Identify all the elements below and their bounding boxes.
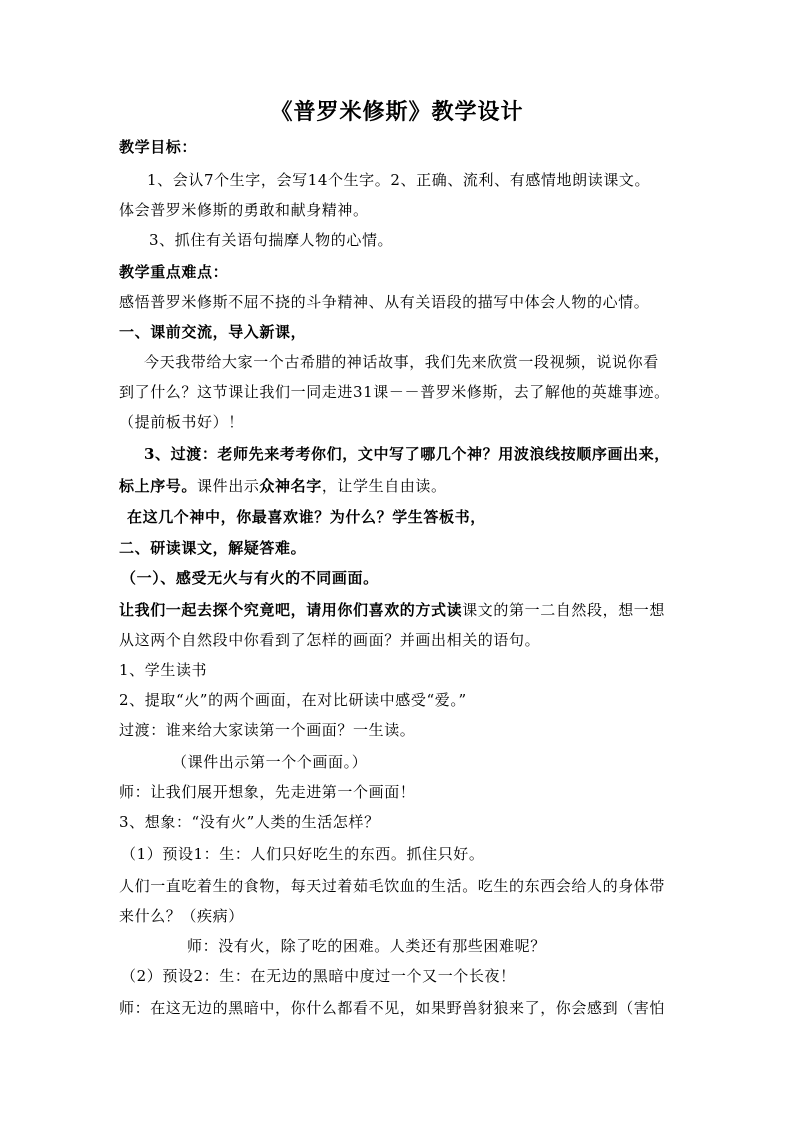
paragraph-line: 来什么？（疾病）	[119, 907, 244, 925]
paragraph-line-mixed	[119, 476, 699, 496]
paragraph-line: （1）预设1：生：人们只好吃生的东西。抓住只好。	[121, 845, 485, 863]
section-heading-1: 一、课前交流，导入新课，	[119, 323, 307, 341]
paragraph-line: 感悟普罗米修斯不屈不挠的斗争精神、从有关语段的描写中体会人物的心情。	[119, 293, 650, 311]
paragraph-line: （提前板书好）！	[119, 413, 244, 431]
paragraph-line: 3、抓住有关语句揣摩人物的心情。	[149, 231, 394, 249]
paragraph-line: 到了什么？这节课让我们一同走进31课－－普罗米修斯，去了解他的英雄事迹。	[119, 383, 670, 401]
paragraph-line: 今天我带给大家一个古希腊的神话故事，我们先来欣赏一段视频，说说你看	[144, 353, 659, 371]
paragraph-line: 3、过渡：老师先来考考你们，文中写了哪几个神？用波浪线按顺序画出来，	[144, 445, 670, 463]
normal-run: ，让学生自由读。	[321, 477, 447, 495]
subsection-heading: （一）、感受无火与有火的不同画面。	[121, 569, 379, 587]
paragraph-line: 1、学生读书	[119, 661, 208, 679]
bold-run: 标上序号。	[119, 477, 198, 495]
section-heading-2: 二、研读课文，解疑答难。	[119, 539, 307, 557]
paragraph-line: 师：让我们展开想象，先走进第一个画面！	[119, 783, 416, 801]
paragraph-line: 师：在这无边的黑暗中，你什么都看不见，如果野兽豺狼来了，你会感到（害怕	[119, 999, 666, 1017]
paragraph-line: 过渡：谁来给大家读第一个画面？一生读。	[119, 721, 416, 739]
paragraph-line: 人们一直吃着生的食物，每天过着茹毛饮血的生活。吃生的东西会给人的身体带	[119, 877, 666, 895]
paragraph-line: （2）预设2：生：在无边的黑暗中度过一个又一个长夜！	[121, 967, 516, 985]
paragraph-line: 2、提取“火”的两个画面，在对比研读中感受“爱。”	[119, 691, 467, 709]
normal-run: 课文的第一二自然段，想一想	[462, 601, 666, 619]
heading-key-difficulties: 教学重点难点：	[119, 263, 229, 281]
paragraph-line: 1、会认7个生字，会写14个生字。2、正确、流利、有感情地朗读课文。	[147, 171, 651, 189]
paragraph-line: 师：没有火，除了吃的困难。人类还有那些困难呢？	[187, 937, 546, 955]
paragraph-line: 3、想象：“没有火”人类的生活怎样？	[119, 813, 380, 831]
paragraph-line: 在这几个神中，你最喜欢谁？为什么？学生答板书，	[127, 508, 486, 526]
paragraph-line-mixed	[119, 600, 699, 620]
bold-run: 让我们一起去探个究竟吧，请用你们喜欢的方式读	[119, 601, 463, 619]
paragraph-line: 从这两个自然段中你看到了怎样的画面？并画出相关的语句。	[119, 631, 541, 649]
paragraph-line: 体会普罗米修斯的勇敢和献身精神。	[119, 201, 369, 219]
document-title: 《普罗米修斯》教学设计	[270, 99, 524, 125]
heading-teaching-goals: 教学目标：	[119, 138, 198, 156]
normal-run: 课件出示	[197, 477, 260, 495]
bold-run: 众神名字	[259, 477, 322, 495]
paragraph-line: （课件出示第一个个画面。）	[172, 753, 368, 771]
